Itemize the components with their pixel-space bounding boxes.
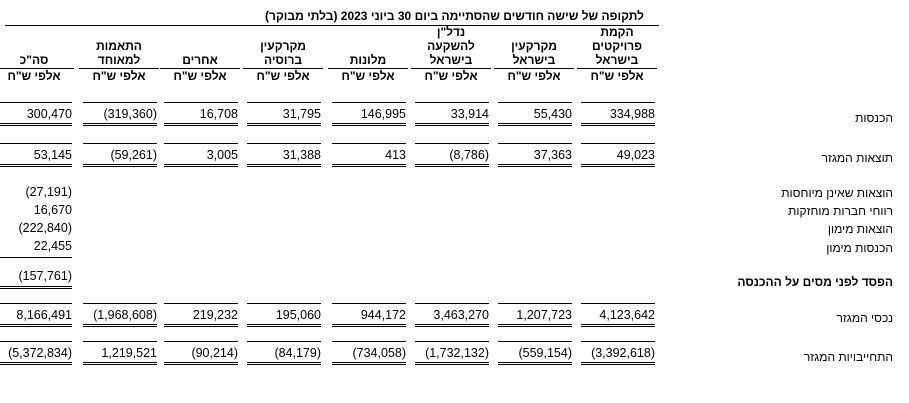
column-unit: אלפי ש"ח <box>411 68 491 83</box>
column-header-line: מלונות <box>349 53 387 67</box>
table-cell: 334,988 <box>609 107 655 121</box>
cell-rule <box>415 102 489 103</box>
column-header <box>243 39 323 83</box>
table-cell: (84,179) <box>274 346 321 360</box>
column-unit: אלפי ש"ח <box>0 68 74 83</box>
cell-double-rule <box>83 324 157 327</box>
cell-double-rule <box>332 123 406 126</box>
cell-double-rule <box>164 324 238 327</box>
table-cell: 3,005 <box>206 148 238 162</box>
table-cell: 413 <box>385 148 406 162</box>
cell-rule <box>0 102 72 103</box>
cell-rule <box>581 303 655 304</box>
table-cell: (319,360) <box>103 107 157 121</box>
table-cell: (1,968,608) <box>93 308 157 322</box>
table-cell: 31,795 <box>282 107 321 121</box>
column-header-line: בישראל <box>595 53 639 67</box>
cell-double-rule <box>247 324 321 327</box>
cell-rule <box>247 341 321 342</box>
cell-rule <box>332 341 406 342</box>
column-unit: אלפי ש"ח <box>79 68 159 83</box>
cell-double-rule <box>581 164 655 167</box>
cell-double-rule <box>83 362 157 365</box>
column-unit: אלפי ש"ח <box>494 68 574 83</box>
cell-rule <box>247 143 321 144</box>
cell-rule <box>415 303 489 304</box>
table-cell: (8,786) <box>449 148 489 162</box>
column-header <box>494 39 574 83</box>
cell-double-rule <box>581 324 655 327</box>
row-label: הכנסות מימון <box>826 241 893 255</box>
cell-rule <box>164 143 238 144</box>
cell-rule <box>415 143 489 144</box>
column-header-line: נדל"ן <box>436 25 466 39</box>
table-cell: 49,023 <box>616 148 655 162</box>
cell-double-rule <box>247 362 321 365</box>
cell-rule <box>498 303 572 304</box>
table-cell: (59,261) <box>110 148 157 162</box>
cell-rule <box>332 143 406 144</box>
row-label: רווחי חברות מוחזקות <box>788 204 893 218</box>
cell-rule <box>0 341 72 342</box>
cell-double-rule <box>415 123 489 126</box>
cell-double-rule <box>247 123 321 126</box>
table-cell: 22,455 <box>33 239 72 253</box>
cell-double-rule <box>83 123 157 126</box>
column-header-line: בישראל <box>429 53 473 67</box>
cell-rule <box>247 102 321 103</box>
row-label: הוצאות שאינן מיוחסות <box>781 186 893 200</box>
cell-rule <box>332 303 406 304</box>
table-cell: 944,172 <box>360 308 406 322</box>
row-label: הוצאות מימון <box>827 222 893 236</box>
cell-rule <box>164 341 238 342</box>
table-cell: 219,232 <box>192 308 238 322</box>
cell-double-rule <box>581 362 655 365</box>
title-underline <box>5 25 659 26</box>
column-header-line: למאוחד <box>97 53 141 67</box>
cell-double-rule <box>415 362 489 365</box>
row-label: נכסי המגזר <box>836 311 893 325</box>
cell-rule <box>83 303 157 304</box>
column-unit: אלפי ש"ח <box>328 68 408 83</box>
column-header-line: הקמת <box>600 25 634 39</box>
cell-double-rule <box>0 324 72 327</box>
cell-rule <box>247 303 321 304</box>
column-header <box>79 39 159 83</box>
table-cell: 195,060 <box>275 308 321 322</box>
cell-double-rule <box>0 164 72 167</box>
table-cell: (222,840) <box>18 221 72 235</box>
cell-rule <box>581 341 655 342</box>
column-header-line: סה"כ <box>19 53 49 67</box>
cell-rule <box>164 303 238 304</box>
cell-double-rule <box>332 164 406 167</box>
table-cell: 3,463,270 <box>433 308 489 322</box>
cell-double-rule <box>415 164 489 167</box>
cell-rule <box>332 102 406 103</box>
cell-rule <box>581 102 655 103</box>
row-label: תוצאות המגזר <box>821 151 893 165</box>
column-header-line: להשקעה <box>427 39 475 53</box>
column-header <box>328 53 408 83</box>
cell-double-rule <box>581 123 655 126</box>
cell-double-rule <box>0 362 72 365</box>
report-title: לתקופה של שישה חודשים שהסתיימה ביום 30 ביוני 2023 (בלתי מבוקר) <box>265 9 644 23</box>
table-cell: (5,372,834) <box>8 346 72 360</box>
column-header <box>0 53 74 83</box>
subtotal-rule <box>0 257 72 258</box>
cell-double-rule <box>332 362 406 365</box>
table-cell: (1,732,132) <box>425 346 489 360</box>
table-cell: (27,191) <box>25 185 72 199</box>
cell-double-rule <box>247 164 321 167</box>
cell-rule <box>498 341 572 342</box>
table-cell: (3,392,618) <box>591 346 655 360</box>
table-cell: 1,219,521 <box>101 346 157 360</box>
row-label: התחייבויות המגזר <box>803 350 893 364</box>
cell-rule <box>498 143 572 144</box>
cell-double-rule <box>164 123 238 126</box>
column-header-line: מקרקעין <box>260 39 306 53</box>
cell-double-rule <box>164 164 238 167</box>
column-header-line: מקרקעין <box>511 39 557 53</box>
table-cell: 31,388 <box>282 148 321 162</box>
cell-double-rule <box>0 123 72 126</box>
table-cell: 33,914 <box>450 107 489 121</box>
cell-rule <box>164 102 238 103</box>
cell-double-rule <box>498 164 572 167</box>
table-cell: 16,670 <box>33 203 72 217</box>
cell-rule <box>83 341 157 342</box>
column-unit: אלפי ש"ח <box>577 68 657 83</box>
column-header <box>160 53 240 83</box>
cell-double-rule <box>498 324 572 327</box>
column-unit: אלפי ש"ח <box>160 68 240 83</box>
table-cell: 146,995 <box>360 107 406 121</box>
subtotal-double-rule <box>0 286 72 289</box>
table-cell: 55,430 <box>533 107 572 121</box>
column-unit: אלפי ש"ח <box>243 68 323 83</box>
cell-double-rule <box>498 123 572 126</box>
cell-double-rule <box>332 324 406 327</box>
table-cell: 16,708 <box>199 107 238 121</box>
table-cell: 53,145 <box>33 148 72 162</box>
column-header-line: בישראל <box>512 53 556 67</box>
table-cell: 1,207,723 <box>516 308 572 322</box>
cell-rule <box>83 102 157 103</box>
cell-double-rule <box>164 362 238 365</box>
column-header <box>577 25 657 83</box>
table-cell: (734,058) <box>352 346 406 360</box>
cell-rule <box>0 143 72 144</box>
column-header-line: פרויקטים <box>591 39 643 53</box>
cell-double-rule <box>415 324 489 327</box>
table-cell: 4,123,642 <box>599 308 655 322</box>
column-header-line: אחרים <box>182 53 218 67</box>
table-cell: (559,154) <box>518 346 572 360</box>
table-cell: 37,363 <box>533 148 572 162</box>
column-header-line: התאמות <box>96 39 142 53</box>
cell-rule <box>581 143 655 144</box>
cell-rule <box>498 102 572 103</box>
table-cell: 8,166,491 <box>16 308 72 322</box>
table-cell: (157,761) <box>18 269 72 283</box>
table-cell: (90,214) <box>191 346 238 360</box>
column-header-line: ברוסיה <box>263 53 303 67</box>
cell-double-rule <box>83 164 157 167</box>
cell-rule <box>83 143 157 144</box>
row-label: הפסד לפני מסים על ההכנסה <box>737 275 893 289</box>
column-header <box>411 25 491 83</box>
cell-rule <box>415 341 489 342</box>
table-cell: 300,470 <box>26 107 72 121</box>
cell-double-rule <box>498 362 572 365</box>
row-label: הכנסות <box>855 111 893 125</box>
cell-rule <box>0 303 72 304</box>
